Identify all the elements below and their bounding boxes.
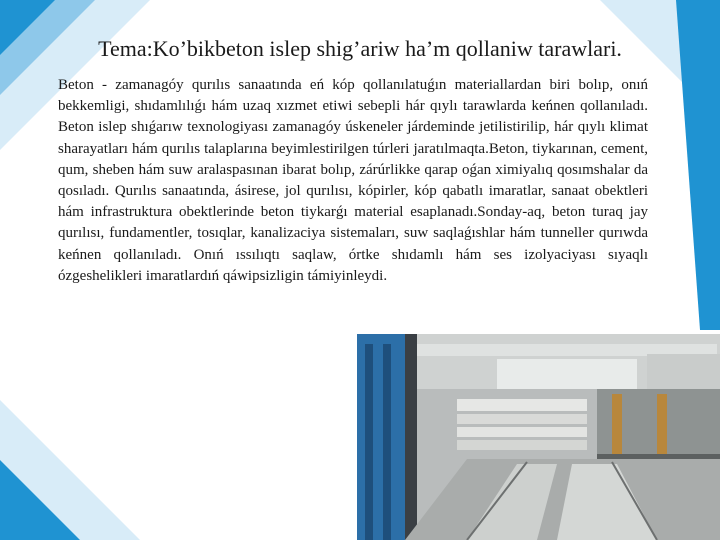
- slide-body-text: Beton - zamanagóy qurılıs sanaatında eń kóp qollanılatuǵın materiallardan biri bolıp, onıń bekkemligi, shıdamlılıǵı hám uzaq xızmet etiwi sebepli hár qıylı tarawlarda keńnen qollanıladı. Beton islep shıǵarıw texnologiyası zamanagóy úskeneler járdeminde jetilistirilip, hár qıylı klimat sharayatları hám qurılıs talaplarına beyimlestirilgen túrleri jaratılmaqta.Beton, tiykarınan, cement, qum, sheben hám suw aralaspasınan ibarat bolıp, zárúrlikke qarap oǵan ximiyalıq qosımshalar da qosıladı. Qurılıs sanaatında, ásirese, jol qurılısı, kópirler, kóp qabatlı imaratlar, sanaat obektleri hám infrastruktura obektlerinde beton tiykarǵı material esaplanadı.Sonday-aq, beton turaq jay qurılısı, fundamentler, tosıqlar, kanalizaciya sistemaları, suw saqlaǵıshlar hám tunneller qurıwda keńnen qollanıladı. Onıń ıssılıqtı saqlaw, órtke shıdamlı hám ses izolyaciyası sıyaqlı ózgeshelikleri imaratlardıń qáwipsizligin támiyinleydi.: [58, 77, 648, 284]
- factory-interior-image: [357, 334, 720, 540]
- slide-title: Tema:Ko’bikbeton islep shig’ariw ha’m qollaniw tarawlari.: [98, 36, 622, 61]
